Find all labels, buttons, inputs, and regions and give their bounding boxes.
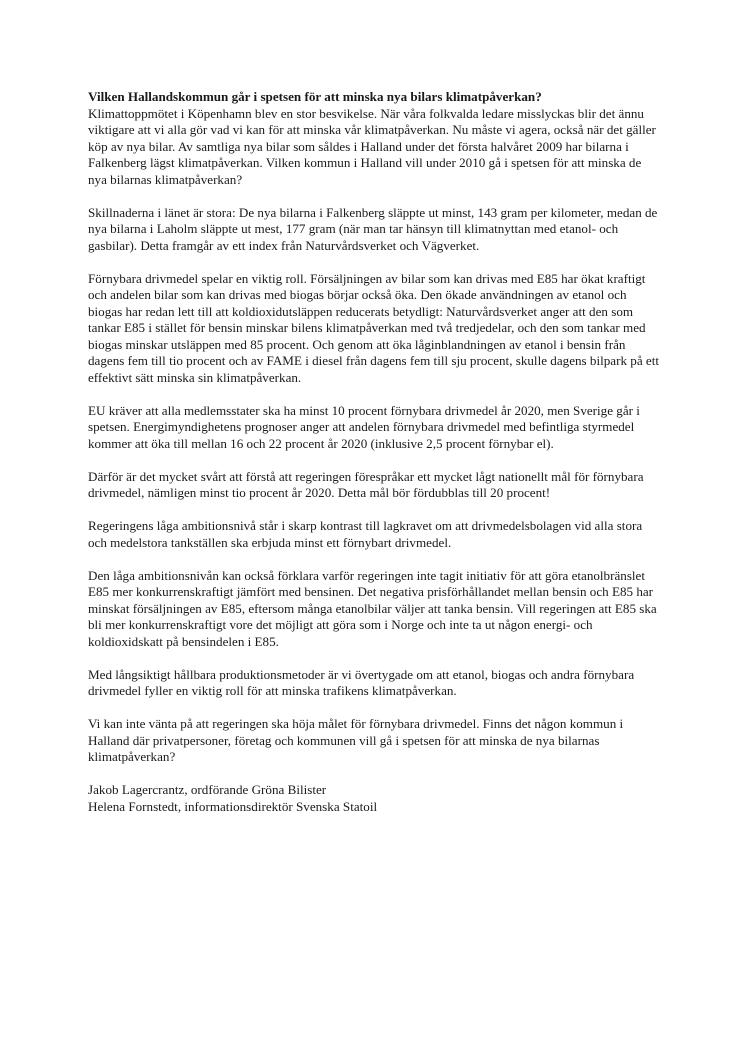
paragraph-ambition-contrast: Regeringens låga ambitionsnivå står i skarp kontrast till lagkravet om att drivmedelsbolagen vid alla stora och medelstora tankställen ska erbjuda minst ett förnybart drivmedel. xyxy=(88,518,643,550)
signature-fornstedt: Helena Fornstedt, informationsdirektör Svenska Statoil xyxy=(88,798,378,814)
article-body xyxy=(88,89,663,815)
paragraph-e85-price: Den låga ambitionsnivån kan också förklara varför regeringen inte tagit initiativ för att göra etanolbränslet E85 mer konkurrenskraftigt jämfört med bensinen. Det negativa prisförhållandet mellan bensin och E85 har minskat försäljningen av E85, eftersom många etanolbilar väljer att tanka bensin. Vill regeringen att E85 ska bli mer konkurrenskraftigt vore det möjligt att göra som i Norge och inte ta ut någon energi- och koldioxidskatt på bensindelen i E85. xyxy=(88,567,657,649)
paragraph-renewable-fuels: Förnybara drivmedel spelar en viktig roll. Försäljningen av bilar som kan drivas med E85 har ökat kraftigt och andelen bilar som kan drivas med biogas börjar också öka. Den ökade användningen av etanol och biogas har redan lett till att koldioxidutsläppen reducerats betydligt: Naturvårdsverket anger att den som tankar E85 i stället för bensin minskar bilens klimatpåverkan med två tredjedelar, och den som tankar med biogas minskar utsläppen med 85 procent. Och genom att öka låginblandningen av etanol i bensin från dagens fem till tio procent och av FAME i diesel från dagens fem till sju procent, skulle dagens bilpark på ett effektivt sätt minska sin klimatpåverkan. xyxy=(88,270,660,385)
paragraph-production-methods: Med långsiktigt hållbara produktionsmetoder är vi övertygade om att etanol, biogas och andra förnybara drivmedel fyller en viktig roll för att minska trafikens klimatpåverkan. xyxy=(88,666,635,698)
signature-lagercrantz: Jakob Lagercrantz, ordförande Gröna Bilister xyxy=(88,782,327,797)
paragraph-intro: Klimattoppmötet i Köpenhamn blev en stor besvikelse. När våra folkvalda ledare misslyckas blir det ännu viktigare att vi alla gör vad vi kan för att minska vår klimatpåverkan. Nu måste vi agera, också när det gäller köp av nya bilar. Av samtliga nya bilar som såldes i Halland under det första halvåret 2009 har bilarna i Falkenberg lägst klimatpåverkan. Vilken kommun i Halland vill under 2010 gå i spetsen för att minska de nya bilarnas klimatpåverkan? xyxy=(88,105,656,187)
paragraph-differences: Skillnaderna i länet är stora: De nya bilarna i Falkenberg släppte ut minst, 143 gram per kilometer, medan de nya bilarna i Laholm släppte ut mest, 177 gram (när man tar hänsyn till klimatnyttan med etanol- och gasbilar). Detta framgår av ett index från Naturvårdsverket och Vägverket. xyxy=(88,204,658,253)
article-title: Vilken Hallandskommun går i spetsen för att minska nya bilars klimatpåverkan? xyxy=(88,89,542,104)
paragraph-call-to-action: Vi kan inte vänta på att regeringen ska höja målet för förnybara drivmedel. Finns det någon kommun i Halland där privatpersoner, företag och kommunen vill gå i spetsen för att minska de nya bilarnas klimatpåverkan? xyxy=(88,716,624,764)
paragraph-national-target: Därför är det mycket svårt att förstå att regeringen förespråkar ett mycket lågt nationellt mål för förnybara drivmedel, nämligen minst tio procent år 2020. Detta mål bör fördubblas till 20 procent! xyxy=(88,468,644,500)
paragraph-eu-requirements: EU kräver att alla medlemsstater ska ha minst 10 procent förnybara drivmedel år 2020, men Sverige går i spetsen. Energimyndighetens prognoser anger att andelen förnybara drivmedel med befintliga styrmedel kommer att öka till mellan 16 och 22 procent år 2020 (inklusive 2,5 procent förnybar el). xyxy=(88,402,640,451)
